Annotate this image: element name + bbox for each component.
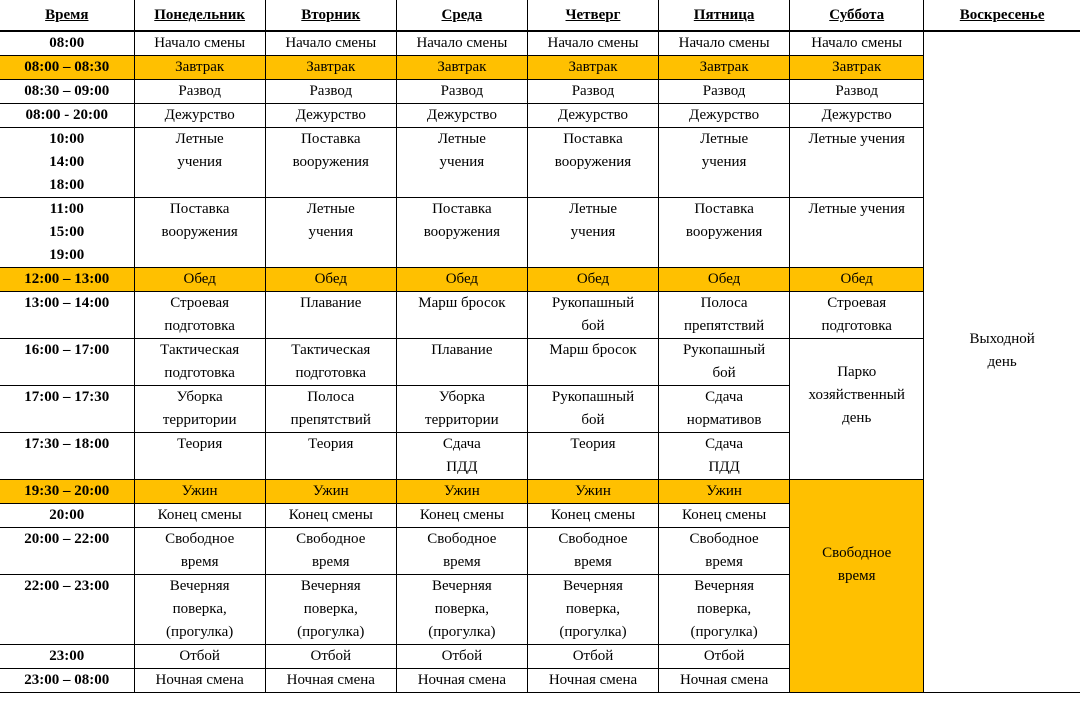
monday-cell: Летные учения <box>134 128 265 198</box>
friday-cell: Летные учения <box>659 128 790 198</box>
thursday-cell: Вечерняя поверка, (прогулка) <box>527 575 658 645</box>
time-cell: 20:00 <box>0 504 134 528</box>
wednesday-cell: Сдача ПДД <box>396 433 527 480</box>
monday-cell: Свободное время <box>134 528 265 575</box>
time-cell: 08:00 – 08:30 <box>0 56 134 80</box>
wednesday-cell: Ужин <box>396 480 527 504</box>
monday-cell: Уборка территории <box>134 386 265 433</box>
friday-cell: Свободное время <box>659 528 790 575</box>
monday-cell: Конец смены <box>134 504 265 528</box>
time-cell: 17:00 – 17:30 <box>0 386 134 433</box>
time-cell: 08:00 - 20:00 <box>0 104 134 128</box>
tuesday-cell: Завтрак <box>265 56 396 80</box>
wednesday-cell: Свободное время <box>396 528 527 575</box>
friday-cell: Дежурство <box>659 104 790 128</box>
header-monday: Понедельник <box>134 0 265 31</box>
saturday-free-time-cell: Свободное время <box>790 480 924 693</box>
friday-cell: Начало смены <box>659 31 790 56</box>
thursday-cell: Обед <box>527 268 658 292</box>
saturday-cell: Обед <box>790 268 924 292</box>
wednesday-cell: Вечерняя поверка, (прогулка) <box>396 575 527 645</box>
friday-cell: Отбой <box>659 645 790 669</box>
tuesday-cell: Обед <box>265 268 396 292</box>
friday-cell: Поставка вооружения <box>659 198 790 268</box>
friday-cell: Вечерняя поверка, (прогулка) <box>659 575 790 645</box>
time-cell: 11:00 15:00 19:00 <box>0 198 134 268</box>
tuesday-cell: Летные учения <box>265 198 396 268</box>
wednesday-cell: Марш бросок <box>396 292 527 339</box>
header-friday: Пятница <box>659 0 790 31</box>
table-row-meal <box>0 56 1080 80</box>
wednesday-cell: Начало смены <box>396 31 527 56</box>
header-time: Время <box>0 0 134 31</box>
friday-cell: Развод <box>659 80 790 104</box>
tuesday-cell: Вечерняя поверка, (прогулка) <box>265 575 396 645</box>
thursday-cell: Развод <box>527 80 658 104</box>
header-tuesday: Вторник <box>265 0 396 31</box>
wednesday-cell: Дежурство <box>396 104 527 128</box>
friday-cell: Сдача нормативов <box>659 386 790 433</box>
thursday-cell: Летные учения <box>527 198 658 268</box>
tuesday-cell: Полоса препятствий <box>265 386 396 433</box>
saturday-cell: Развод <box>790 80 924 104</box>
wednesday-cell: Конец смены <box>396 504 527 528</box>
tuesday-cell: Тактическая подготовка <box>265 339 396 386</box>
table-row <box>0 198 1080 268</box>
thursday-cell: Дежурство <box>527 104 658 128</box>
tuesday-cell: Начало смены <box>265 31 396 56</box>
monday-cell: Вечерняя поверка, (прогулка) <box>134 575 265 645</box>
saturday-cell: Начало смены <box>790 31 924 56</box>
thursday-cell: Ужин <box>527 480 658 504</box>
tuesday-cell: Отбой <box>265 645 396 669</box>
saturday-cell: Строевая подготовка <box>790 292 924 339</box>
monday-cell: Обед <box>134 268 265 292</box>
saturday-cell: Летные учения <box>790 128 924 198</box>
wednesday-cell: Развод <box>396 80 527 104</box>
saturday-cell: Летные учения <box>790 198 924 268</box>
monday-cell: Начало смены <box>134 31 265 56</box>
wednesday-cell: Летные учения <box>396 128 527 198</box>
monday-cell: Тактическая подготовка <box>134 339 265 386</box>
friday-cell: Полоса препятствий <box>659 292 790 339</box>
thursday-cell: Марш бросок <box>527 339 658 386</box>
thursday-cell: Начало смены <box>527 31 658 56</box>
wednesday-cell: Уборка территории <box>396 386 527 433</box>
time-cell: 23:00 – 08:00 <box>0 669 134 693</box>
tuesday-cell: Теория <box>265 433 396 480</box>
table-row <box>0 292 1080 339</box>
monday-cell: Завтрак <box>134 56 265 80</box>
wednesday-cell: Завтрак <box>396 56 527 80</box>
wednesday-cell: Поставка вооружения <box>396 198 527 268</box>
table-row-meal <box>0 268 1080 292</box>
thursday-cell: Завтрак <box>527 56 658 80</box>
header-sunday: Воскресенье <box>924 0 1080 31</box>
thursday-cell: Свободное время <box>527 528 658 575</box>
time-cell: 20:00 – 22:00 <box>0 528 134 575</box>
friday-cell: Завтрак <box>659 56 790 80</box>
time-cell: 17:30 – 18:00 <box>0 433 134 480</box>
table-row <box>0 80 1080 104</box>
time-cell: 08:00 <box>0 31 134 56</box>
friday-cell: Рукопашный бой <box>659 339 790 386</box>
tuesday-cell: Дежурство <box>265 104 396 128</box>
thursday-cell: Рукопашный бой <box>527 292 658 339</box>
thursday-cell: Отбой <box>527 645 658 669</box>
friday-cell: Ужин <box>659 480 790 504</box>
monday-cell: Теория <box>134 433 265 480</box>
saturday-cell: Дежурство <box>790 104 924 128</box>
tuesday-cell: Развод <box>265 80 396 104</box>
wednesday-cell: Ночная смена <box>396 669 527 693</box>
tuesday-cell: Плавание <box>265 292 396 339</box>
header-saturday: Суббота <box>790 0 924 31</box>
monday-cell: Отбой <box>134 645 265 669</box>
time-cell: 08:30 – 09:00 <box>0 80 134 104</box>
monday-cell: Дежурство <box>134 104 265 128</box>
table-row <box>0 31 1080 56</box>
time-cell: 13:00 – 14:00 <box>0 292 134 339</box>
monday-cell: Развод <box>134 80 265 104</box>
wednesday-cell: Обед <box>396 268 527 292</box>
friday-cell: Конец смены <box>659 504 790 528</box>
time-cell: 12:00 – 13:00 <box>0 268 134 292</box>
tuesday-cell: Свободное время <box>265 528 396 575</box>
monday-cell: Строевая подготовка <box>134 292 265 339</box>
saturday-park-day-cell: Парко хозяйственный день <box>790 339 924 480</box>
header-thursday: Четверг <box>527 0 658 31</box>
thursday-cell: Теория <box>527 433 658 480</box>
table-row <box>0 339 1080 386</box>
monday-cell: Ночная смена <box>134 669 265 693</box>
sunday-day-off-cell: Выходной день <box>924 31 1080 693</box>
thursday-cell: Поставка вооружения <box>527 128 658 198</box>
tuesday-cell: Поставка вооружения <box>265 128 396 198</box>
time-cell: 23:00 <box>0 645 134 669</box>
header-wednesday: Среда <box>396 0 527 31</box>
wednesday-cell: Отбой <box>396 645 527 669</box>
thursday-cell: Ночная смена <box>527 669 658 693</box>
time-cell: 19:30 – 20:00 <box>0 480 134 504</box>
time-cell: 16:00 – 17:00 <box>0 339 134 386</box>
wednesday-cell: Плавание <box>396 339 527 386</box>
monday-cell: Поставка вооружения <box>134 198 265 268</box>
time-cell: 10:00 14:00 18:00 <box>0 128 134 198</box>
friday-cell: Обед <box>659 268 790 292</box>
table-row <box>0 128 1080 198</box>
tuesday-cell: Ночная смена <box>265 669 396 693</box>
friday-cell: Сдача ПДД <box>659 433 790 480</box>
time-cell: 22:00 – 23:00 <box>0 575 134 645</box>
tuesday-cell: Ужин <box>265 480 396 504</box>
thursday-cell: Рукопашный бой <box>527 386 658 433</box>
saturday-cell: Завтрак <box>790 56 924 80</box>
table-row <box>0 104 1080 128</box>
tuesday-cell: Конец смены <box>265 504 396 528</box>
table-row-meal <box>0 480 1080 504</box>
header-row <box>0 0 1080 31</box>
monday-cell: Ужин <box>134 480 265 504</box>
thursday-cell: Конец смены <box>527 504 658 528</box>
friday-cell: Ночная смена <box>659 669 790 693</box>
